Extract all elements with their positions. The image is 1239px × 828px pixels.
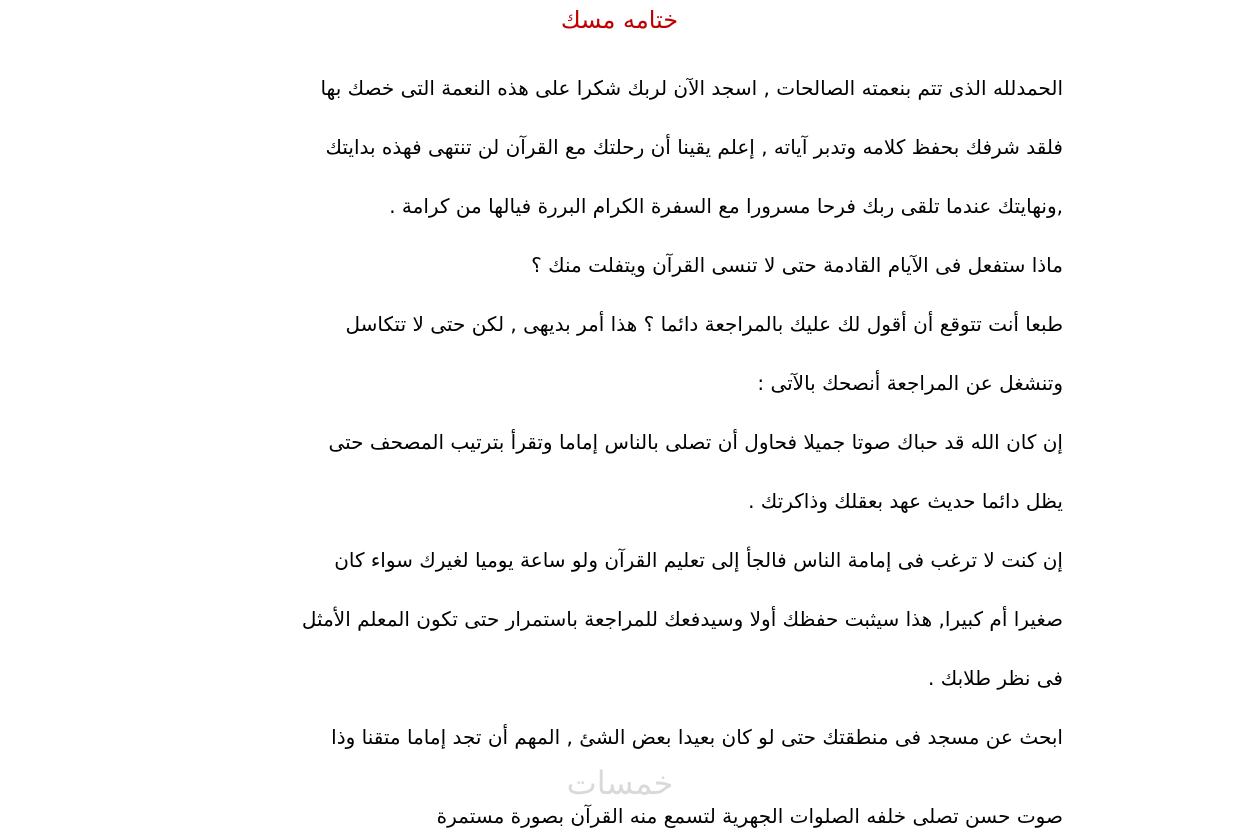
text-line: فى نظر طلابك . [928,666,1063,690]
text-line: ماذا ستفعل فى الآيام القادمة حتى لا تنسى القرآن ويتفلت منك ؟ [531,253,1063,277]
text-line: إن كنت لا ترغب فى إمامة الناس فالجأ إلى تعليم القرآن ولو ساعة يوميا لغيرك سواء كان [334,548,1063,572]
watermark-text: خمسات [566,764,674,802]
document-body [163,66,1063,774]
text-line: وتنشغل عن المراجعة أنصحك بالآتى : [757,371,1063,395]
cut-off-text: صوت حسن تصلى خلفه الصلوات الجهرية لتسمع منه القرآن بصورة مستمرة [436,804,1063,828]
text-line: فلقد شرفك بحفظ كلامه وتدبر آياته , إعلم يقينا أن رحلتك مع القرآن لن تنتهى فهذه بدايتك [325,135,1063,159]
text-line: ,ونهايتك عندما تلقى ربك فرحا مسرورا مع السفرة الكرام البررة فيالها من كرامة . [389,194,1063,218]
text-line: الحمدلله الذى تتم بنعمته الصالحات , اسجد الآن لربك شكرا على هذه النعمة التى خصك بها [320,76,1063,100]
watermark-logo [540,760,700,806]
text-line: يظل دائما حديث عهد بعقلك وذاكرتك . [748,489,1063,513]
text-line: طبعا أنت تتوقع أن أقول لك عليك بالمراجعة دائما ؟ هذا أمر بديهى , لكن حتى لا تتكاسل [345,312,1063,336]
text-line: ابحث عن مسجد فى منطقتك حتى لو كان بعيدا بعض الشئ , المهم أن تجد إماما متقنا وذا [331,725,1063,749]
text-line: إن كان الله قد حباك صوتا جميلا فحاول أن تصلى بالناس إماما وتقرأ بترتيب المصحف حتى [328,430,1063,454]
text-line: صغيرا أم كبيرا, هذا سيثبت حفظك أولا وسيدفعك للمراجعة باستمرار حتى تكون المعلم الأمثل [301,607,1063,631]
document-title: ختامه مسك [560,6,679,34]
